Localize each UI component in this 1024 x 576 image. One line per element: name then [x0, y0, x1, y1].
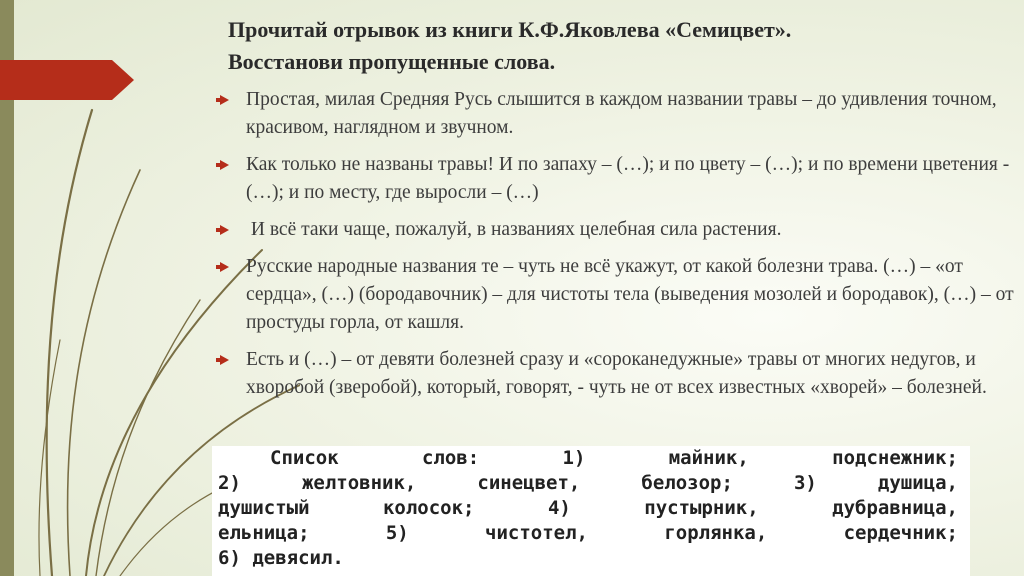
bullet-text: Есть и (…) – от девяти болезней сразу и «сороканедужные» травы от многих недугов, и хворобой (зверобой), который, говорят, - чуть не от всех известных «хворей» – болезней.	[246, 349, 987, 398]
word-list-line: ельница; 5) чистотел, горлянка, сердечник;	[218, 522, 958, 544]
word-list-line: душистый колосок; 4) пустырник, дубравница,	[218, 497, 958, 519]
red-arrow-bullet-icon	[220, 355, 229, 365]
red-arrow-decoration	[0, 60, 134, 100]
word-list-line: Список слов: 1) майник, подснежник;	[270, 447, 958, 469]
bullet-text: Как только не названы травы! И по запаху – (…); и по цвету – (…); и по времени цветения - (…); и по месту, где выросли – (…)	[246, 154, 1010, 203]
bullet-list	[220, 86, 1020, 411]
bullet-item	[220, 151, 1020, 207]
word-list-line: 6) девясил.	[218, 547, 344, 569]
bullet-item	[220, 253, 1020, 337]
red-arrow-bullet-icon	[220, 95, 229, 105]
bullet-text: Русские народные названия те – чуть не всё укажут, от какой болезни трава. (…) – «от сердца», (…) (бородавочник) – для чистоты тела (выведения мозолей и бородавок), (…) – от простуды горла, от кашля.	[246, 256, 1014, 333]
red-arrow-bullet-icon	[220, 160, 229, 170]
title-line-2: Восстанови пропущенные слова.	[228, 49, 556, 74]
red-arrow-bullet-icon	[220, 225, 229, 235]
title-line-1: Прочитай отрывок из книги К.Ф.Яковлева «Семицвет».	[228, 17, 792, 42]
red-arrow-bullet-icon	[220, 262, 229, 272]
bullet-text: Простая, милая Средняя Русь слышится в каждом названии травы – до удивления точном, красивом, наглядном и звучном.	[246, 89, 997, 138]
bullet-item	[220, 216, 1020, 244]
word-list-line: 2) желтовник, синецвет, белозор; 3) душица,	[218, 472, 958, 494]
bullet-item	[220, 346, 1020, 402]
word-list-box	[212, 446, 970, 576]
slide-title	[228, 14, 988, 78]
bullet-text: И всё таки чаще, пожалуй, в названиях целебная сила растения.	[246, 219, 782, 240]
bullet-item	[220, 86, 1020, 142]
